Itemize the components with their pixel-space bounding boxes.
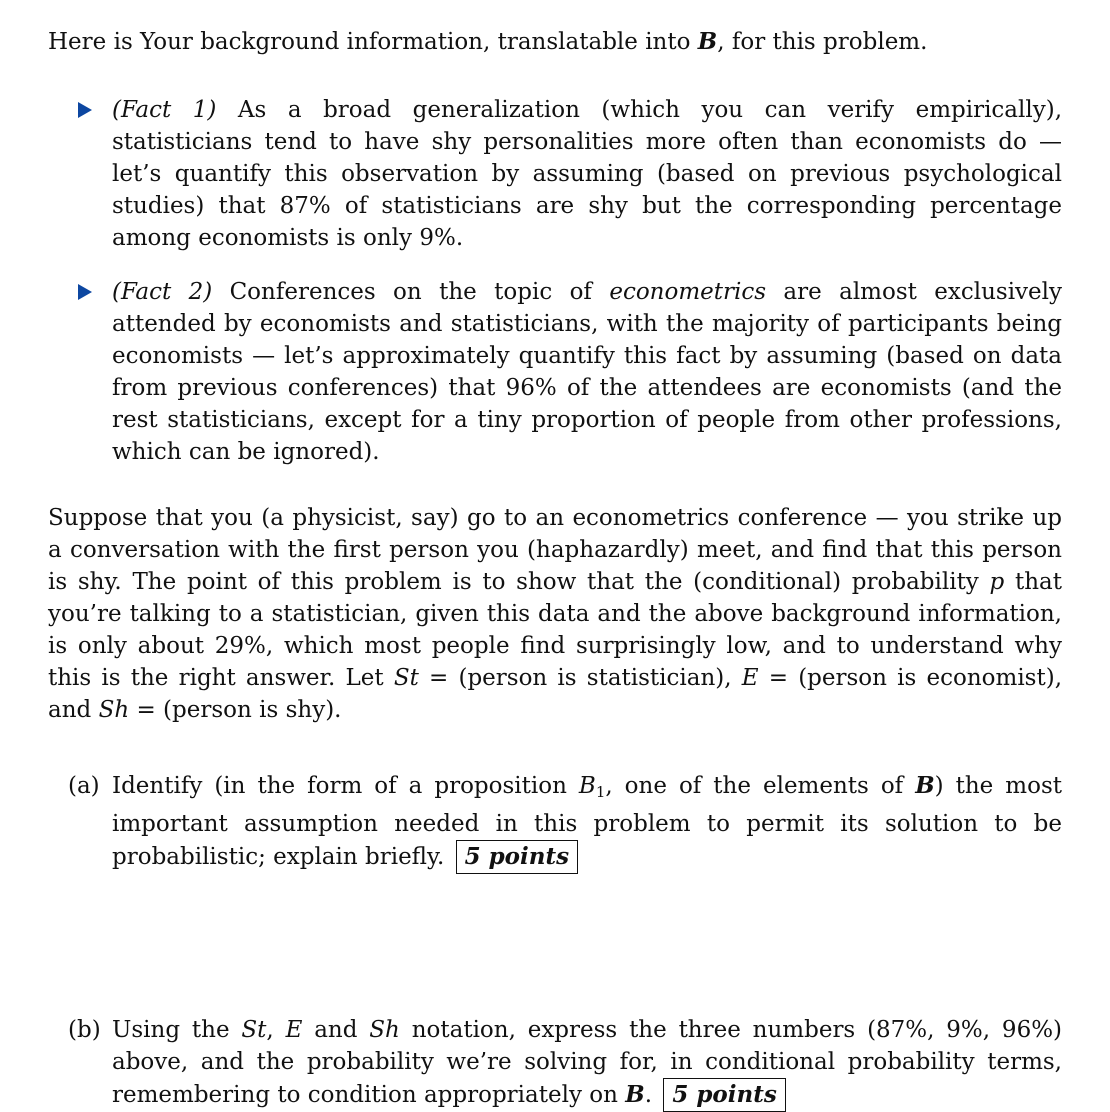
math-b-subscript: 1 bbox=[595, 783, 606, 801]
fact-2-item bbox=[112, 276, 1062, 468]
part-b-text-5: . bbox=[644, 1082, 652, 1108]
fact-2-text-after: are almost exclusively attended by economists and statisticians, with the majority of participants being economists — let’s approximately quantify this fact by assuming (based on data from previous conferences) that 96% of the attendees are economists (and the rest statisticians, except for a tiny proportion of people from other professions, which can be ignored). bbox=[112, 279, 1063, 465]
part-b bbox=[68, 1014, 1063, 1112]
fact-1-item bbox=[112, 94, 1062, 254]
scenario-text-1: Suppose that you (a physicist, say) go to an econometrics conference — you strike up a conversation with the first person you (haphazardly) meet, and find that this person is shy. The point of this problem is to show that the (conditional) probability bbox=[48, 505, 1062, 595]
triangle-bullet-icon bbox=[78, 284, 92, 300]
math-sh: Sh bbox=[369, 1017, 400, 1043]
scenario-text-5: = (person is shy). bbox=[129, 697, 342, 723]
part-a-text-1: Identify (in the form of a proposition bbox=[112, 773, 579, 799]
facts-list bbox=[48, 94, 1062, 468]
part-a-text-3: ) the most important assumption needed in this problem to permit its solution to be probabilistic; explain briefly. bbox=[112, 773, 1062, 870]
part-b-points-badge: 5 points bbox=[663, 1078, 785, 1112]
triangle-bullet-icon bbox=[78, 102, 92, 118]
fact-2-tag: (Fact 2) bbox=[112, 279, 213, 305]
intro-text-before: Here is Your background information, translatable into bbox=[48, 29, 698, 55]
scenario-text-2: that you’re talking to a statistician, given this data and the above background information, is only about 29%, which most people find surprisingly low, and to understand why this is the right answer. Let bbox=[48, 569, 1062, 691]
fact-2-text-before: Conferences on the topic of bbox=[212, 279, 610, 305]
math-b: B bbox=[578, 773, 596, 799]
fact-1-tag: (Fact 1) bbox=[112, 97, 217, 123]
math-p: p bbox=[989, 569, 1005, 595]
intro-text-after: , for this problem. bbox=[717, 29, 928, 55]
calligraphic-b-symbol: B bbox=[625, 1081, 645, 1108]
scenario-text-4: = (person is economist), and bbox=[48, 665, 1062, 723]
fact-1-text: As a broad generalization (which you can verify empirically), statisticians tend to have shy personalities more often than economists do — let’s quantify this observation by assuming (based on previous psychological studies) that 87% of statisticians are shy but the corresponding percentage among economists is only 9%. bbox=[112, 97, 1063, 251]
math-e: E bbox=[741, 665, 759, 691]
math-e: E bbox=[285, 1017, 303, 1043]
math-sh: Sh bbox=[98, 697, 130, 723]
intro-paragraph bbox=[48, 26, 1062, 58]
fact-2-italic-word: econometrics bbox=[609, 279, 767, 305]
math-st: St bbox=[393, 665, 419, 691]
calligraphic-b-symbol: B bbox=[915, 772, 935, 799]
part-a bbox=[68, 770, 1062, 874]
part-a-points-badge: 5 points bbox=[456, 840, 578, 874]
part-b-text-2: , bbox=[266, 1017, 286, 1043]
scenario-paragraph bbox=[48, 502, 1062, 726]
problem-document bbox=[48, 26, 1062, 1112]
part-b-text-4: notation, express the three numbers (87%, 9%, 96%) above, and the probability we’re solving for, in conditional probability terms, remembering to condition appropriately on bbox=[112, 1017, 1063, 1108]
scenario-text-3: = (person is statistician), bbox=[418, 665, 742, 691]
part-b-text-3: and bbox=[302, 1017, 370, 1043]
part-a-label: (a) bbox=[68, 773, 100, 799]
part-a-text-2: , one of the elements of bbox=[605, 773, 916, 799]
part-b-text-1: Using the bbox=[112, 1017, 242, 1043]
math-st: St bbox=[241, 1017, 267, 1043]
part-b-label: (b) bbox=[68, 1017, 101, 1043]
calligraphic-b-symbol: B bbox=[697, 28, 718, 55]
math-b1 bbox=[579, 773, 605, 799]
